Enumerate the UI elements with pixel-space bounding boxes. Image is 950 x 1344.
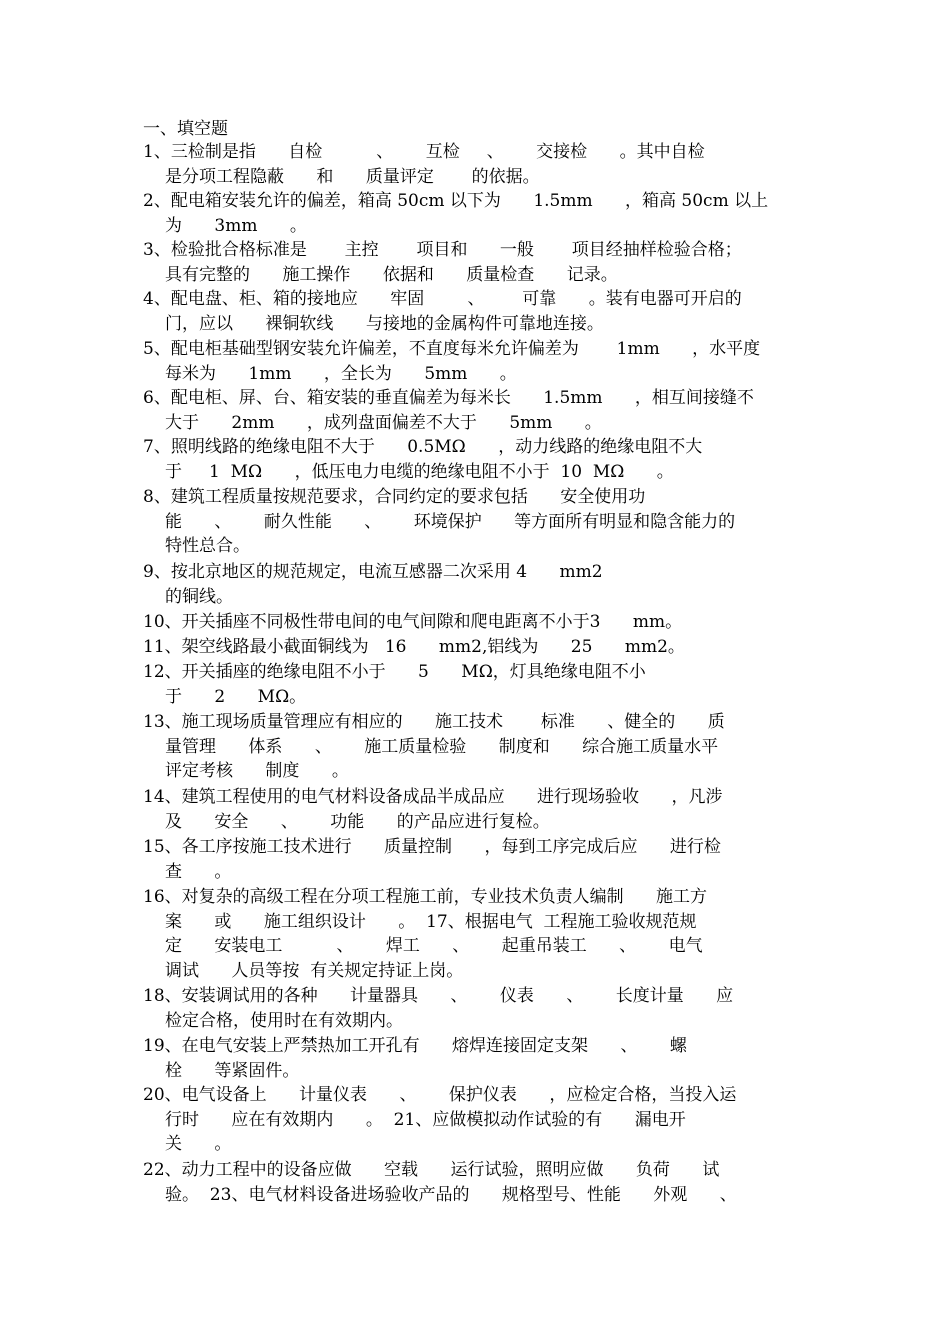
question-item bbox=[143, 337, 823, 386]
question-item bbox=[143, 435, 823, 484]
question-line: 行时 应在有效期内 。 21、应做模拟动作试验的有 漏电开 bbox=[165, 1109, 686, 1130]
question-line: 19、在电气安装上严禁热加工开孔有 熔焊连接固定支架 、 螺 bbox=[143, 1036, 687, 1056]
question-line: 验。 23、电气材料设备进场验收产品的 规格型号、性能 外观 、 bbox=[165, 1184, 737, 1205]
question-line: 6、配电柜、屏、台、箱安装的垂直偏差为每米长 1.5mm ，相互间接缝不 bbox=[143, 388, 754, 408]
question-line: 每米为 1mm ，全长为 5mm 。 bbox=[165, 363, 517, 384]
question-item bbox=[143, 1034, 823, 1083]
question-item bbox=[143, 560, 823, 609]
question-line: 定 安装电工 、 焊工 、 起重吊装工 、 电气 bbox=[165, 936, 703, 957]
question-line: 评定考核 制度 。 bbox=[165, 761, 349, 782]
question-line: 检定合格，使用时在有效期内。 bbox=[165, 1010, 403, 1031]
question-line: 具有完整的 施工操作 依据和 质量检查 记录。 bbox=[165, 264, 618, 285]
question-item bbox=[143, 386, 823, 435]
question-line: 是分项工程隐蔽 和 质量评定 的依据。 bbox=[165, 166, 540, 187]
question-item bbox=[143, 1083, 823, 1157]
question-line: 13、施工现场质量管理应有相应的 施工技术 标准 、健全的 质 bbox=[143, 712, 725, 732]
question-line: 2、配电箱安装允许的偏差，箱高 50cm 以下为 1.5mm ，箱高 50cm 以上 bbox=[143, 191, 769, 211]
question-line: 量管理 体系 、 施工质量检验 制度和 综合施工质量水平 bbox=[165, 736, 719, 757]
question-line: 9、按北京地区的规范规定，电流互感器二次采用 4 mm2 bbox=[143, 562, 603, 582]
question-line: 8、建筑工程质量按规范要求，合同约定的要求包括 安全使用功 bbox=[143, 487, 646, 507]
question-item bbox=[143, 485, 823, 559]
question-item bbox=[143, 140, 823, 189]
question-item bbox=[143, 189, 823, 238]
question-line: 及 安全 、 功能 的产品应进行复检。 bbox=[165, 811, 550, 832]
question-line: 1、三检制是指 自检 、 互检 、 交接检 。其中自检 bbox=[143, 142, 705, 162]
question-item bbox=[143, 710, 823, 784]
question-line: 22、动力工程中的设备应做 空载 运行试验，照明应做 负荷 试 bbox=[143, 1160, 720, 1180]
question-line: 3、检验批合格标准是 主控 项目和 一般 项目经抽样检验合格； bbox=[143, 240, 742, 260]
question-line: 18、安装调试用的各种 计量器具 、 仪表 、 长度计量 应 bbox=[143, 986, 734, 1006]
question-line: 特性总合。 bbox=[165, 536, 250, 557]
question-line: 4、配电盘、柜、箱的接地应 牢固 、 可靠 。装有电器可开启的 bbox=[143, 289, 742, 309]
question-line: 20、电气设备上 计量仪表 、 保护仪表 ，应检定合格，当投入运 bbox=[143, 1085, 737, 1105]
question-line: 16、对复杂的高级工程在分项工程施工前，专业技术负责人编制 施工方 bbox=[143, 887, 708, 907]
question-line: 10、开关插座不同极性带电间的电气间隙和爬电距离不小于3 mm。 bbox=[143, 612, 683, 632]
question-line: 7、照明线路的绝缘电阻不大于 0.5MΩ ，动力线路的绝缘电阻不大 bbox=[143, 437, 703, 457]
question-line: 5、配电柜基础型钢安装允许偏差，不直度每米允许偏差为 1mm ，水平度 bbox=[143, 339, 761, 359]
question-line: 大于 2mm ，成列盘面偏差不大于 5mm 。 bbox=[165, 412, 602, 433]
question-item bbox=[143, 610, 823, 635]
question-line: 于 2 MΩ。 bbox=[165, 686, 307, 707]
question-line: 调试 人员等按 有关规定持证上岗。 bbox=[165, 961, 464, 982]
question-line: 门，应以 裸铜软线 与接地的金属构件可靠地连接。 bbox=[165, 313, 604, 334]
question-item bbox=[143, 1158, 823, 1207]
question-item bbox=[143, 238, 823, 287]
question-item bbox=[143, 885, 823, 984]
question-line: 15、各工序按施工技术进行 质量控制 ，每到工序完成后应 进行检 bbox=[143, 837, 721, 857]
question-item bbox=[143, 660, 823, 709]
question-line: 11、架空线路最小截面铜线为 16 mm2,铝线为 25 mm2。 bbox=[143, 637, 685, 657]
question-item bbox=[143, 984, 823, 1033]
question-line: 为 3mm 。 bbox=[165, 215, 307, 236]
question-line: 查 。 bbox=[165, 861, 232, 882]
question-line: 关 。 bbox=[165, 1134, 232, 1155]
question-line: 能 、 耐久性能 、 环境保护 等方面所有明显和隐含能力的 bbox=[165, 511, 736, 532]
question-item bbox=[143, 635, 823, 660]
question-line: 12、开关插座的绝缘电阻不小于 5 MΩ，灯具绝缘电阻不小 bbox=[143, 662, 646, 682]
question-line: 栓 等紧固件。 bbox=[165, 1060, 300, 1081]
question-line: 的铜线。 bbox=[165, 586, 233, 607]
question-line: 案 或 施工组织设计 。 17、根据电气 工程施工验收规范规 bbox=[165, 911, 697, 932]
question-item bbox=[143, 785, 823, 834]
question-line: 于 1 MΩ ，低压电力电缆的绝缘电阻不小于 10 MΩ 。 bbox=[165, 461, 674, 482]
section-title: 一、填空题 bbox=[143, 119, 228, 139]
question-item bbox=[143, 287, 823, 336]
question-line: 14、建筑工程使用的电气材料设备成品半成品应 进行现场验收 ，凡涉 bbox=[143, 787, 723, 807]
question-item bbox=[143, 835, 823, 884]
